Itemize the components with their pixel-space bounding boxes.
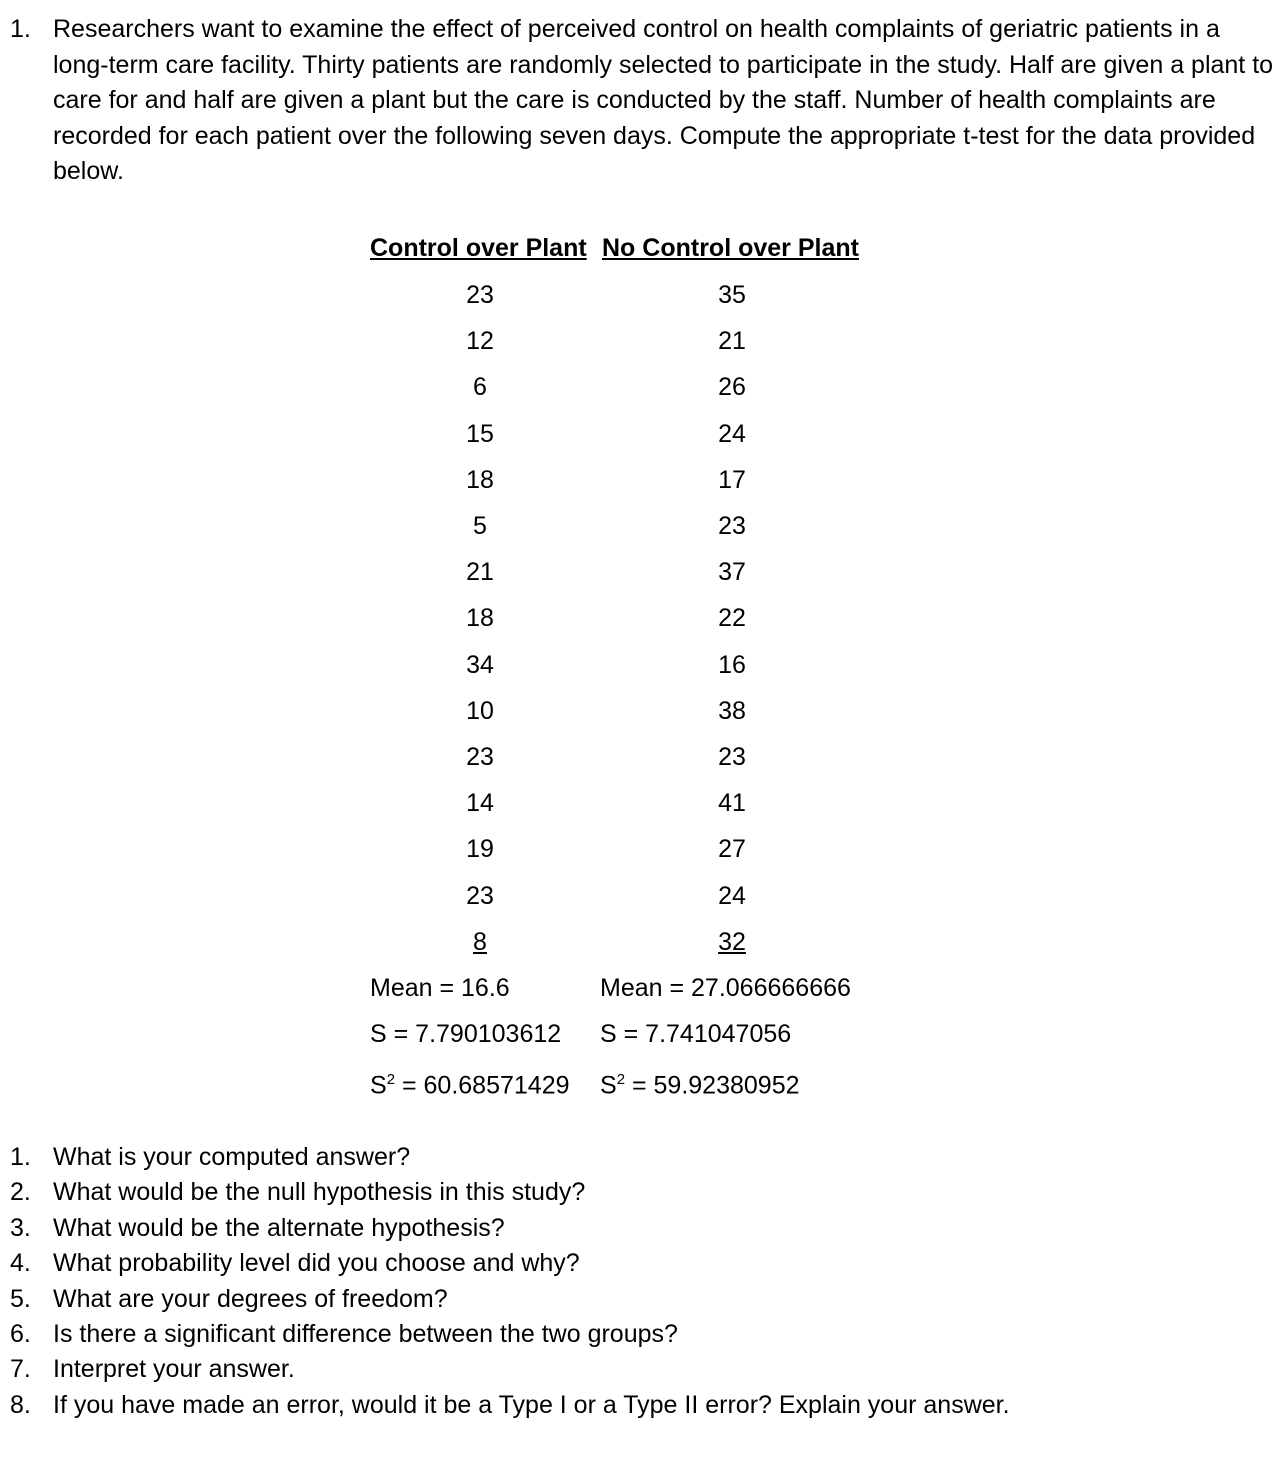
question-number: 1.	[10, 1143, 31, 1171]
table-row	[370, 503, 870, 549]
question-number: 3.	[10, 1213, 31, 1242]
question-item	[0, 1175, 1280, 1210]
question-number: 8.	[10, 1390, 31, 1419]
no-control-variance: $S^2 = 59.92380952$	[600, 1071, 800, 1100]
question-number: 4.	[10, 1249, 31, 1278]
control-value: 18	[466, 604, 494, 633]
no-control-mean: Mean = 27.066666666	[600, 974, 851, 1002]
question-item	[0, 1352, 1280, 1387]
no-control-value: 24	[718, 419, 746, 448]
control-value: 18	[466, 465, 494, 494]
control-value: 23	[466, 881, 494, 910]
no-control-value: 32	[718, 927, 746, 956]
control-value: 14	[466, 789, 494, 818]
question-text: Is there a significant difference between the two groups?	[53, 1319, 678, 1348]
table-row	[370, 364, 870, 410]
question-item	[0, 1246, 1280, 1281]
table-row	[370, 318, 870, 364]
question-number: 2.	[10, 1178, 31, 1207]
question-item	[0, 1211, 1280, 1246]
header-control: Control over Plant	[370, 234, 587, 262]
control-mean: Mean = 16.6	[370, 974, 510, 1002]
control-value: 10	[466, 696, 494, 725]
question-text: Interpret your answer.	[53, 1355, 295, 1384]
no-control-value: 27	[718, 835, 746, 864]
no-control-value: 35	[718, 281, 746, 309]
table-row	[370, 411, 870, 457]
table-row	[370, 272, 870, 318]
table-row	[370, 595, 870, 641]
problem-number: 1.	[10, 15, 31, 43]
no-control-value: 41	[718, 789, 746, 818]
header-no-control: No Control over Plant	[602, 234, 859, 262]
question-text: What are your degrees of freedom?	[53, 1284, 448, 1313]
control-value: 6	[473, 373, 487, 402]
table-row	[370, 873, 870, 919]
control-value: 12	[466, 327, 494, 356]
control-value: 34	[466, 650, 494, 679]
table-row	[370, 549, 870, 595]
no-control-value: 23	[718, 512, 746, 540]
question-item	[0, 1317, 1280, 1352]
question-list	[0, 1140, 1280, 1423]
question-item	[0, 1282, 1280, 1317]
no-control-value: 26	[718, 373, 746, 402]
no-control-sd: S = 7.741047056	[600, 1020, 792, 1048]
no-control-value: 17	[718, 465, 746, 494]
no-control-value: 38	[718, 696, 746, 725]
control-value: 23	[466, 281, 494, 309]
question-text: What probability level did you choose and why?	[53, 1249, 580, 1278]
table-row	[370, 642, 870, 688]
question-number: 7.	[10, 1355, 31, 1384]
question-text: What would be the null hypothesis in this study?	[53, 1178, 586, 1207]
no-control-value: 22	[718, 604, 746, 633]
control-value: 15	[466, 419, 494, 448]
no-control-value: 23	[718, 743, 746, 771]
control-value: 19	[466, 835, 494, 864]
question-text: What would be the alternate hypothesis?	[53, 1213, 505, 1242]
control-value: 21	[466, 558, 494, 587]
table-row	[370, 457, 870, 503]
question-item	[0, 1388, 1280, 1423]
question-number: 5.	[10, 1284, 31, 1313]
question-item	[0, 1140, 1280, 1175]
question-text: What is your computed answer?	[53, 1143, 411, 1171]
control-variance: $S^2 = 60.68571429$	[370, 1071, 570, 1100]
table-row	[370, 919, 870, 965]
table-row	[370, 688, 870, 734]
no-control-value: 21	[718, 327, 746, 356]
sd-row	[370, 1011, 890, 1057]
variance-row	[370, 1057, 890, 1103]
mean-row	[370, 965, 890, 1011]
no-control-value: 16	[718, 650, 746, 679]
problem-text: Researchers want to examine the effect of perceived control on health complaints of geriatric patients in a long-term care facility. Thirty patients are randomly selected to participate in the study. Half are given a plant to care for and half are given a plant but the care is conducted by the staff. Number of health complaints are recorded for each patient over the following seven days. Compute the appropriate t-test for the data provided below.	[53, 15, 1274, 185]
no-control-value: 24	[718, 881, 746, 910]
question-number: 6.	[10, 1319, 31, 1348]
control-sd: S = 7.790103612	[370, 1020, 562, 1048]
table-row	[370, 734, 870, 780]
control-value: 8	[473, 927, 487, 956]
table-row	[370, 780, 870, 826]
no-control-value: 37	[718, 558, 746, 587]
control-value: 23	[466, 743, 494, 771]
control-value: 5	[473, 512, 487, 540]
question-text: If you have made an error, would it be a Type I or a Type II error? Explain your answer.	[53, 1390, 1010, 1419]
table-row	[370, 826, 870, 872]
